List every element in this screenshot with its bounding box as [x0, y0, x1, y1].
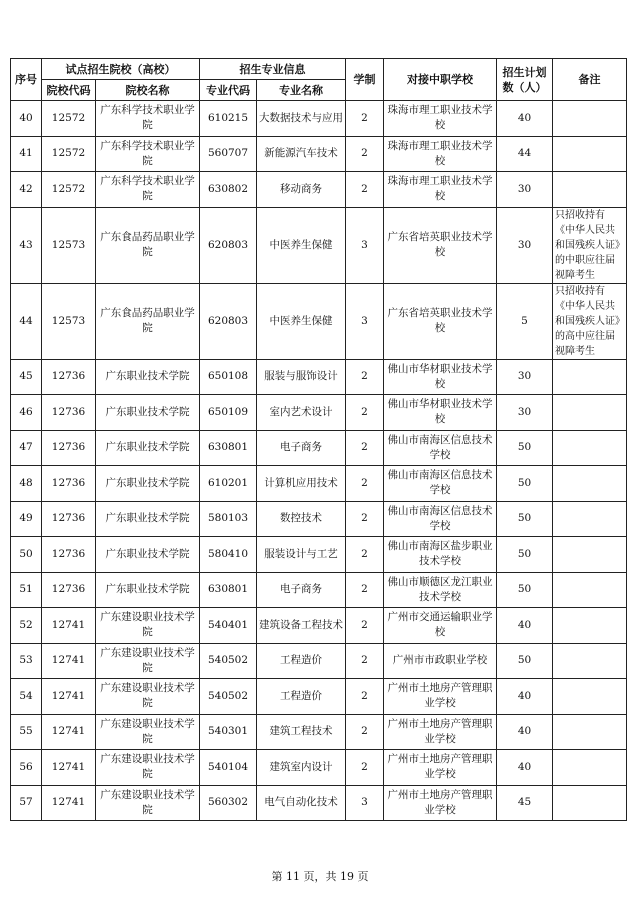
row-duration: 2: [346, 430, 384, 466]
row-partner-school: 珠海市理工职业技术学校: [384, 101, 497, 137]
row-seq: 50: [11, 537, 42, 573]
row-remark: [553, 679, 627, 715]
row-seq: 48: [11, 466, 42, 502]
row-major-name: 室内艺术设计: [257, 395, 346, 431]
row-partner-school: 佛山市南海区信息技术学校: [384, 466, 497, 502]
row-major-name: 中医养生保健: [257, 207, 346, 283]
row-school-name: 广东建设职业技术学院: [96, 714, 200, 750]
row-remark: 只招收持有《中华人民共和国残疾人证》的高中应往届视障考生: [553, 283, 627, 359]
row-major-code: 620803: [200, 207, 257, 283]
row-school-code: 12736: [42, 572, 96, 608]
row-remark: [553, 466, 627, 502]
row-major-code: 650109: [200, 395, 257, 431]
row-major-code: 540401: [200, 608, 257, 644]
row-major-name: 工程造价: [257, 679, 346, 715]
row-major-code: 580410: [200, 537, 257, 573]
row-plan: 40: [497, 750, 553, 786]
row-seq: 45: [11, 359, 42, 395]
row-seq: 51: [11, 572, 42, 608]
row-duration: 2: [346, 643, 384, 679]
row-remark: [553, 750, 627, 786]
table-row: [11, 359, 627, 395]
header-remark: 备注: [553, 59, 627, 101]
row-school-code: 12736: [42, 466, 96, 502]
row-duration: 2: [346, 537, 384, 573]
row-duration: 3: [346, 207, 384, 283]
row-partner-school: 佛山市南海区信息技术学校: [384, 501, 497, 537]
row-remark: [553, 501, 627, 537]
row-seq: 43: [11, 207, 42, 283]
row-school-name: 广东食品药品职业学院: [96, 207, 200, 283]
row-partner-school: 佛山市华材职业技术学校: [384, 359, 497, 395]
row-major-code: 630801: [200, 572, 257, 608]
row-school-name: 广东建设职业技术学院: [96, 750, 200, 786]
row-plan: 5: [497, 283, 553, 359]
row-school-code: 12573: [42, 207, 96, 283]
header-seq: 序号: [11, 59, 42, 101]
row-major-code: 610215: [200, 101, 257, 137]
row-seq: 52: [11, 608, 42, 644]
row-partner-school: 广州市土地房产管理职业学校: [384, 714, 497, 750]
table-row: [11, 501, 627, 537]
row-duration: 2: [346, 101, 384, 137]
table-row: [11, 572, 627, 608]
row-major-name: 新能源汽车技术: [257, 136, 346, 172]
row-remark: [553, 537, 627, 573]
row-major-code: 540104: [200, 750, 257, 786]
row-school-code: 12741: [42, 608, 96, 644]
row-school-code: 12572: [42, 101, 96, 137]
row-school-code: 12741: [42, 643, 96, 679]
row-major-code: 650108: [200, 359, 257, 395]
row-remark: [553, 608, 627, 644]
table-row: [11, 172, 627, 208]
row-duration: 2: [346, 572, 384, 608]
row-school-name: 广东建设职业技术学院: [96, 785, 200, 821]
row-remark: 只招收持有《中华人民共和国残疾人证》的中职应往届视障考生: [553, 207, 627, 283]
row-remark: [553, 395, 627, 431]
row-school-name: 广东职业技术学院: [96, 501, 200, 537]
row-partner-school: 珠海市理工职业技术学校: [384, 172, 497, 208]
row-partner-school: 佛山市华材职业技术学校: [384, 395, 497, 431]
row-major-name: 大数据技术与应用: [257, 101, 346, 137]
row-partner-school: 佛山市南海区信息技术学校: [384, 430, 497, 466]
row-school-code: 12736: [42, 395, 96, 431]
row-plan: 30: [497, 359, 553, 395]
row-partner-school: 佛山市南海区盐步职业技术学校: [384, 537, 497, 573]
header-duration: 学制: [346, 59, 384, 101]
table-row: [11, 207, 627, 283]
row-seq: 46: [11, 395, 42, 431]
row-major-name: 电子商务: [257, 572, 346, 608]
row-major-name: 中医养生保健: [257, 283, 346, 359]
row-school-code: 12736: [42, 537, 96, 573]
row-plan: 45: [497, 785, 553, 821]
table-row: [11, 537, 627, 573]
row-plan: 50: [497, 466, 553, 502]
row-school-name: 广东科学技术职业学院: [96, 101, 200, 137]
row-duration: 2: [346, 714, 384, 750]
row-remark: [553, 430, 627, 466]
row-major-name: 计算机应用技术: [257, 466, 346, 502]
row-seq: 55: [11, 714, 42, 750]
row-remark: [553, 572, 627, 608]
row-major-code: 630801: [200, 430, 257, 466]
row-major-code: 620803: [200, 283, 257, 359]
table-row: [11, 608, 627, 644]
row-partner-school: 广州市交通运输职业学校: [384, 608, 497, 644]
table-row: [11, 466, 627, 502]
row-plan: 50: [497, 643, 553, 679]
row-plan: 44: [497, 136, 553, 172]
row-school-name: 广东食品药品职业学院: [96, 283, 200, 359]
row-school-name: 广东职业技术学院: [96, 466, 200, 502]
header-school-code: 院校代码: [42, 80, 96, 101]
row-major-code: 560302: [200, 785, 257, 821]
row-seq: 42: [11, 172, 42, 208]
row-school-code: 12736: [42, 359, 96, 395]
row-duration: 2: [346, 172, 384, 208]
enrollment-table: [10, 58, 627, 821]
row-major-name: 建筑设备工程技术: [257, 608, 346, 644]
row-major-name: 数控技术: [257, 501, 346, 537]
header-plan: 招生计划数（人）: [497, 59, 553, 101]
table-body: [11, 101, 627, 821]
row-seq: 53: [11, 643, 42, 679]
row-duration: 2: [346, 608, 384, 644]
row-school-name: 广东科学技术职业学院: [96, 136, 200, 172]
header-school-group: 试点招生院校（高校）: [42, 59, 200, 80]
table-row: [11, 430, 627, 466]
row-seq: 44: [11, 283, 42, 359]
row-major-name: 电气自动化技术: [257, 785, 346, 821]
row-remark: [553, 172, 627, 208]
row-plan: 40: [497, 608, 553, 644]
row-major-name: 建筑室内设计: [257, 750, 346, 786]
row-plan: 50: [497, 501, 553, 537]
table-row: [11, 785, 627, 821]
row-major-code: 580103: [200, 501, 257, 537]
row-partner-school: 广州市市政职业学校: [384, 643, 497, 679]
row-plan: 30: [497, 207, 553, 283]
row-duration: 2: [346, 395, 384, 431]
row-major-code: 630802: [200, 172, 257, 208]
row-major-code: 540502: [200, 643, 257, 679]
table-row: [11, 136, 627, 172]
row-plan: 40: [497, 679, 553, 715]
table-row: [11, 283, 627, 359]
row-school-name: 广东职业技术学院: [96, 430, 200, 466]
row-school-name: 广东职业技术学院: [96, 359, 200, 395]
row-major-name: 电子商务: [257, 430, 346, 466]
row-seq: 41: [11, 136, 42, 172]
row-partner-school: 珠海市理工职业技术学校: [384, 136, 497, 172]
row-duration: 3: [346, 785, 384, 821]
row-school-code: 12741: [42, 785, 96, 821]
row-partner-school: 广东省培英职业技术学校: [384, 283, 497, 359]
row-partner-school: 广东省培英职业技术学校: [384, 207, 497, 283]
row-duration: 2: [346, 466, 384, 502]
table-row: [11, 643, 627, 679]
row-school-code: 12572: [42, 172, 96, 208]
row-seq: 57: [11, 785, 42, 821]
row-remark: [553, 785, 627, 821]
row-school-name: 广东科学技术职业学院: [96, 172, 200, 208]
row-remark: [553, 136, 627, 172]
row-major-name: 服装设计与工艺: [257, 537, 346, 573]
header-partner: 对接中职学校: [384, 59, 497, 101]
table-row: [11, 750, 627, 786]
row-school-code: 12741: [42, 714, 96, 750]
row-major-code: 560707: [200, 136, 257, 172]
row-plan: 30: [497, 395, 553, 431]
row-major-code: 540301: [200, 714, 257, 750]
row-school-code: 12736: [42, 501, 96, 537]
row-school-name: 广东建设职业技术学院: [96, 608, 200, 644]
row-plan: 50: [497, 430, 553, 466]
row-plan: 50: [497, 537, 553, 573]
row-school-code: 12741: [42, 750, 96, 786]
row-partner-school: 广州市土地房产管理职业学校: [384, 750, 497, 786]
row-duration: 2: [346, 136, 384, 172]
row-seq: 56: [11, 750, 42, 786]
header-major-group: 招生专业信息: [200, 59, 346, 80]
row-major-code: 610201: [200, 466, 257, 502]
row-school-name: 广东职业技术学院: [96, 572, 200, 608]
row-remark: [553, 643, 627, 679]
page-number: 第 11 页，共 19 页: [271, 870, 369, 883]
header-major-code: 专业代码: [200, 80, 257, 101]
row-partner-school: 广州市土地房产管理职业学校: [384, 785, 497, 821]
table-row: [11, 714, 627, 750]
row-plan: 50: [497, 572, 553, 608]
row-seq: 54: [11, 679, 42, 715]
row-plan: 30: [497, 172, 553, 208]
row-partner-school: 佛山市顺德区龙江职业技术学校: [384, 572, 497, 608]
row-school-code: 12572: [42, 136, 96, 172]
row-school-name: 广东建设职业技术学院: [96, 679, 200, 715]
row-partner-school: 广州市土地房产管理职业学校: [384, 679, 497, 715]
row-major-name: 建筑工程技术: [257, 714, 346, 750]
row-remark: [553, 714, 627, 750]
row-seq: 47: [11, 430, 42, 466]
row-major-code: 540502: [200, 679, 257, 715]
row-major-name: 移动商务: [257, 172, 346, 208]
row-major-name: 服装与服饰设计: [257, 359, 346, 395]
header-school-name: 院校名称: [96, 80, 200, 101]
header-major-name: 专业名称: [257, 80, 346, 101]
table-row: [11, 679, 627, 715]
row-duration: 2: [346, 359, 384, 395]
table-row: [11, 101, 627, 137]
row-duration: 3: [346, 283, 384, 359]
row-duration: 2: [346, 501, 384, 537]
row-duration: 2: [346, 679, 384, 715]
row-school-code: 12741: [42, 679, 96, 715]
row-school-name: 广东职业技术学院: [96, 395, 200, 431]
row-school-code: 12736: [42, 430, 96, 466]
row-plan: 40: [497, 101, 553, 137]
row-major-name: 工程造价: [257, 643, 346, 679]
row-seq: 40: [11, 101, 42, 137]
row-school-name: 广东建设职业技术学院: [96, 643, 200, 679]
row-remark: [553, 101, 627, 137]
row-duration: 2: [346, 750, 384, 786]
row-remark: [553, 359, 627, 395]
row-school-name: 广东职业技术学院: [96, 537, 200, 573]
row-seq: 49: [11, 501, 42, 537]
row-school-code: 12573: [42, 283, 96, 359]
table-row: [11, 395, 627, 431]
row-plan: 40: [497, 714, 553, 750]
